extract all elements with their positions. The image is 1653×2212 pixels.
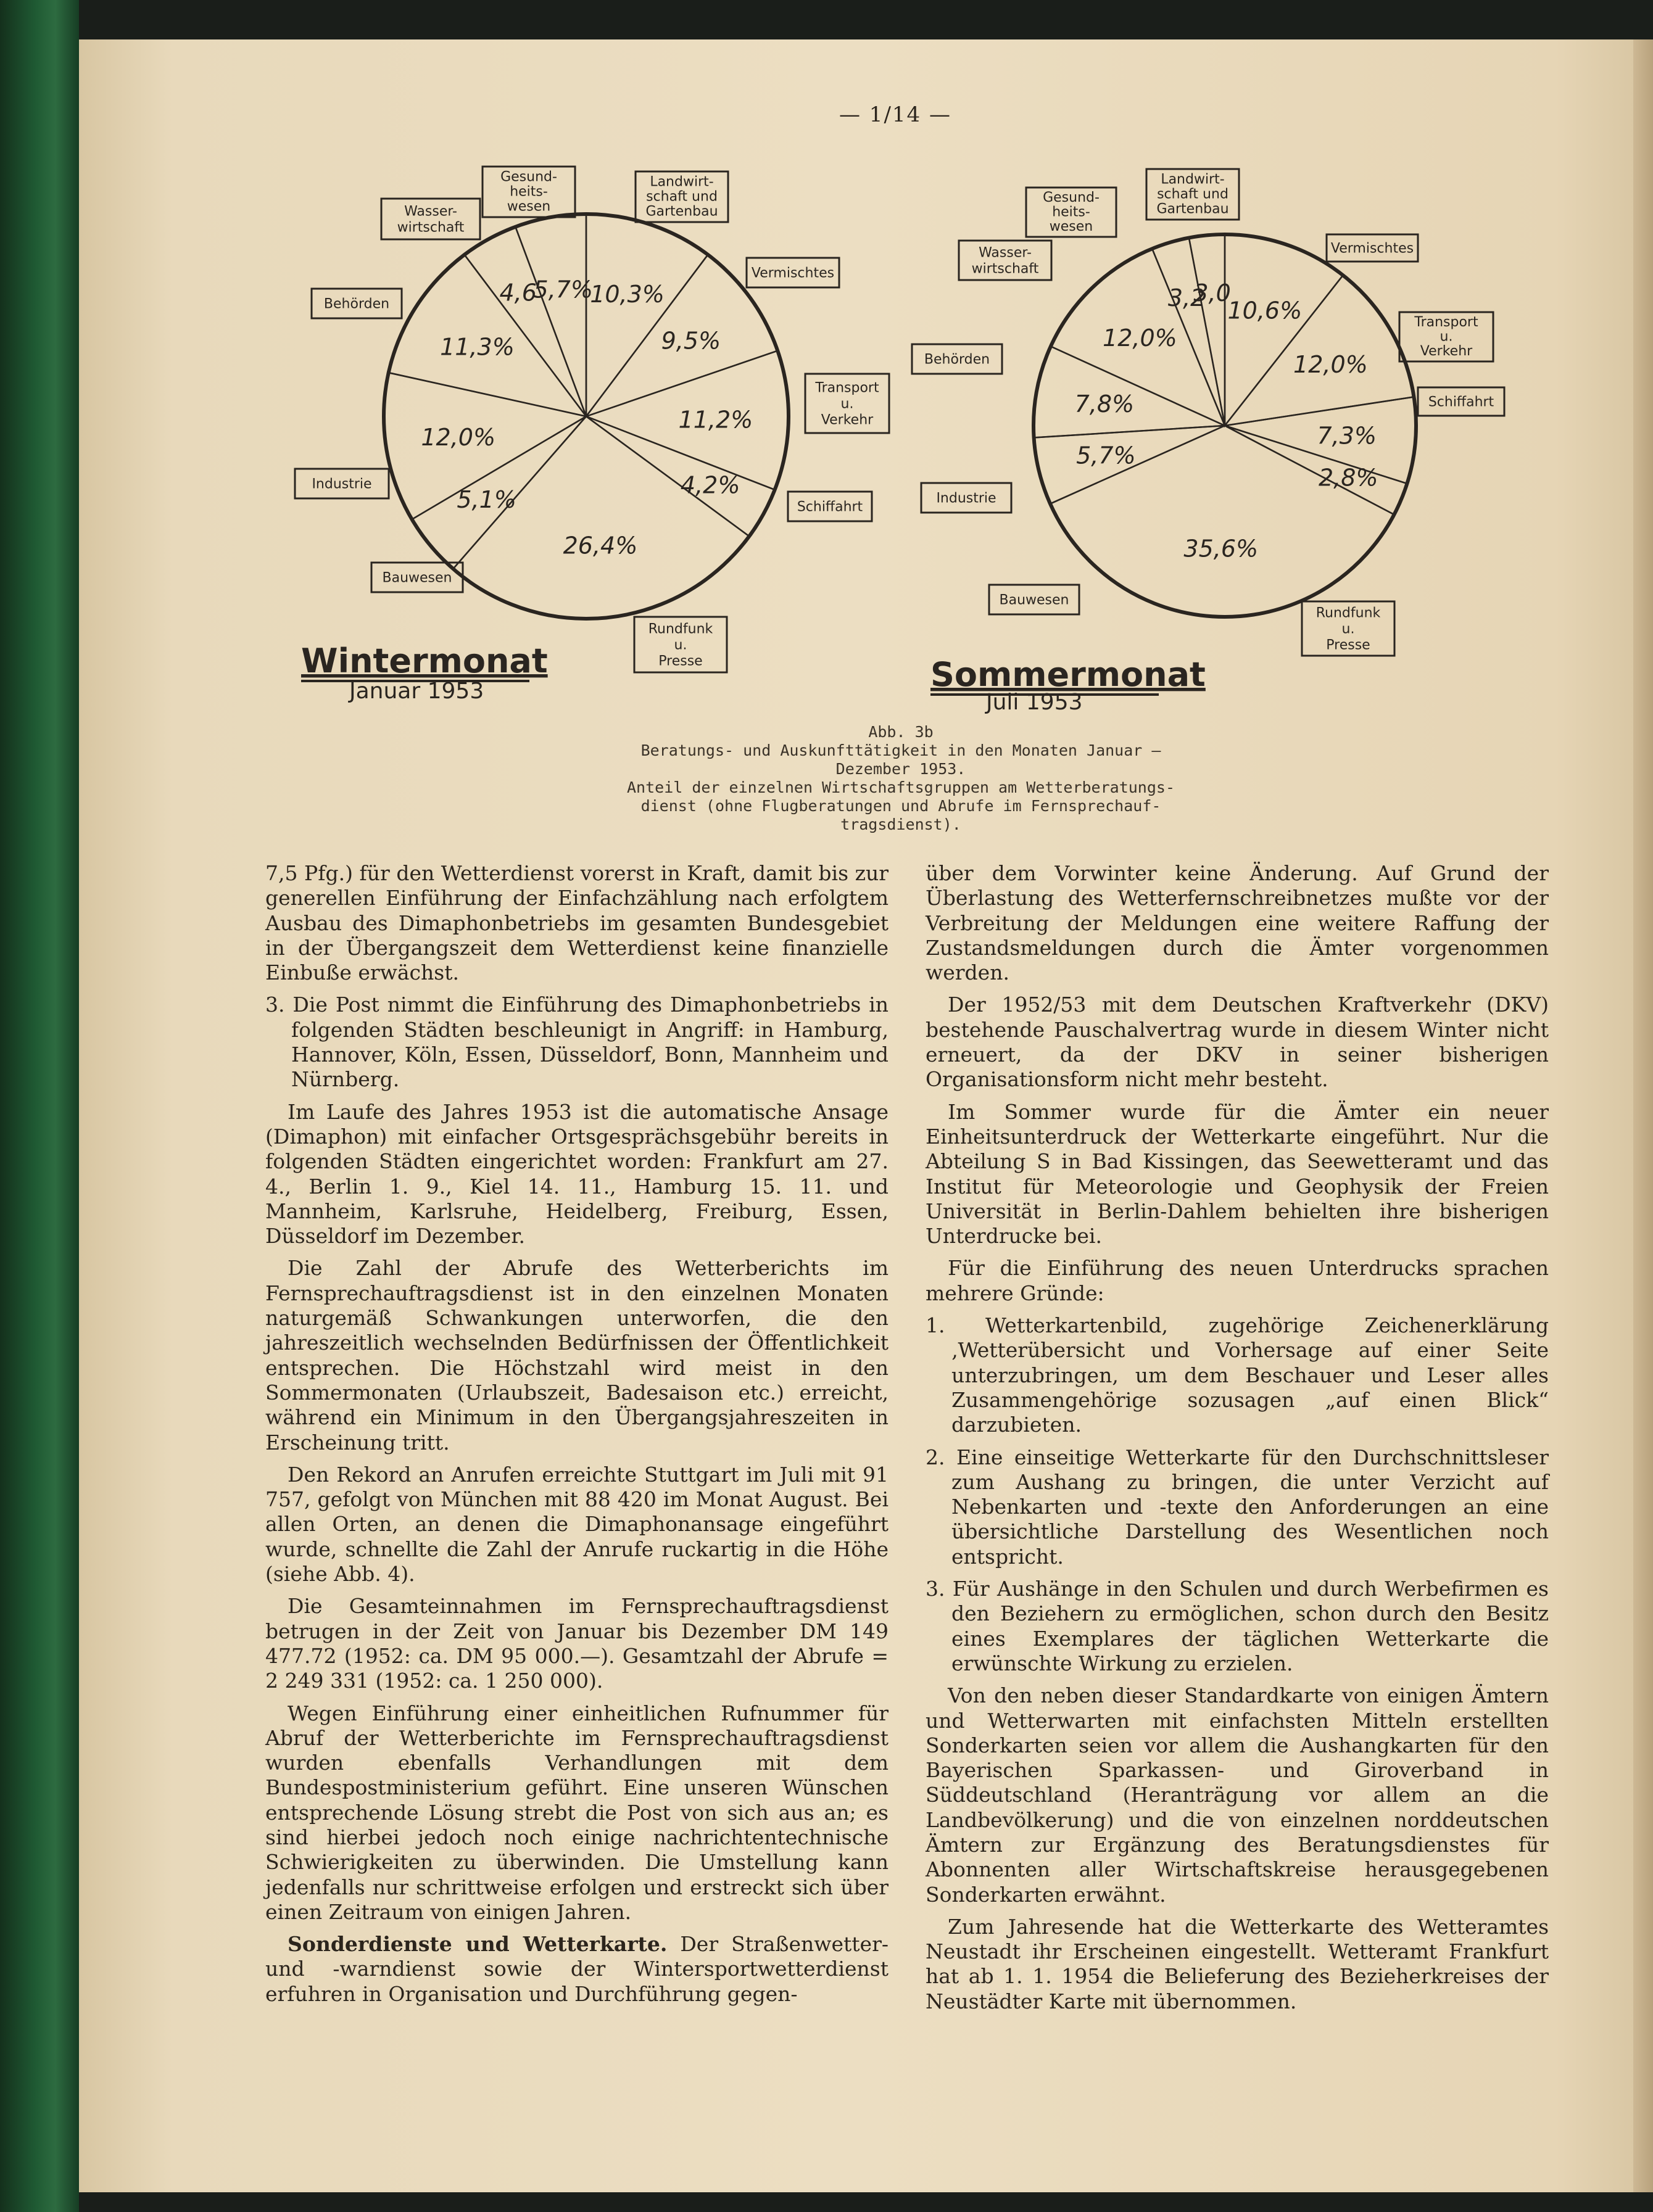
paragraph — [926, 1445, 1549, 1569]
slice-value-label: 10,6% — [1227, 297, 1303, 324]
category-label: u. — [840, 396, 854, 412]
category-label: Bauwesen — [999, 592, 1069, 608]
slice-value-label: 5,7% — [533, 276, 593, 303]
slice-value-label: 12,0% — [421, 424, 496, 452]
category-label: Industrie — [936, 490, 996, 506]
caption-line: dienst (ohne Flugberatungen und Abrufe im Fernsprechauf- — [640, 797, 1161, 815]
category-label: Presse — [658, 653, 703, 669]
paragraph — [926, 861, 1549, 985]
slice-value-label: 7,3% — [1317, 422, 1377, 450]
category-label: heits- — [510, 184, 548, 200]
slice-value-label: 7,8% — [1074, 390, 1135, 418]
paragraph-text: Für die Einführung des neuen Unterdrucks sprachen mehrere Gründe: — [926, 1256, 1549, 1305]
chart-title: Wintermonat — [301, 642, 548, 680]
page-number: — 1/14 — — [839, 102, 951, 127]
paragraph-text: Im Sommer wurde für die Ämter ein neuer Einheitsunterdruck der Wetterkarte eingeführt. Nur die Abteilung S in Bad Kissingen, das Seewetteramt und das Institut für Meteorologie und Geophysik der Freien Universität in Berlin-Dahlem behielten ihre bisherigen Unterdrucke bei. — [926, 1099, 1549, 1248]
category-label: Landwirt- — [650, 174, 714, 190]
paragraph — [926, 1256, 1549, 1306]
paragraph-text: Der Straßenwetter- und -warndienst sowie der Wintersportwetterdienst erfuhren in Organisation und Durchführung gegen- — [265, 1932, 889, 2006]
paragraph — [265, 993, 889, 1092]
slice-value-label: 5,7% — [1076, 442, 1136, 469]
paragraph-heading: Sonderdienste und Wetterkarte. — [288, 1932, 668, 1957]
paragraph — [265, 1100, 889, 1249]
paragraph — [926, 993, 1549, 1092]
category-label: Verkehr — [1420, 343, 1473, 359]
category-label: Verkehr — [821, 412, 874, 428]
category-label: Gartenbau — [645, 204, 718, 220]
category-label: heits- — [1052, 204, 1090, 220]
paragraph-text: 3. Die Post nimmt die Einführung des Dimaphonbetriebs in folgenden Städten beschleunigt in Angriff: in Hamburg, Hannover, Köln, Essen, Düsseldorf, Bonn, Mannheim und Nürnberg. — [265, 993, 889, 1092]
paragraph-text: Von den neben dieser Standardkarte von einigen Ämtern und Wetterwarten mit einfachsten Mitteln erstellten Sonderkarten seien vor allem die Aushangkarten für den Bayerischen Sparkassen- und Giroverband in Süddeutschland (Heranträgung vor allem an die Landbevölkerung) und die von einzelnen norddeutschen Ämtern zur Ergänzung des Beratungsdienstes für Abonnenten aller Wirtschaftskreise herausgegebenen Sonderkarten erwähnt. — [926, 1683, 1549, 1907]
paragraph — [265, 861, 889, 985]
category-label: Industrie — [312, 476, 372, 492]
chart-subtitle: Juli 1953 — [986, 690, 1083, 715]
paragraph — [926, 1915, 1549, 2014]
category-label: wesen — [1049, 218, 1093, 234]
caption-line: Abb. 3b — [868, 723, 934, 741]
category-label: schaft und — [646, 189, 718, 205]
caption-line: tragsdienst). — [840, 815, 961, 833]
text-column-right — [926, 861, 1549, 2021]
category-label: schaft und — [1157, 186, 1228, 202]
category-label: u. — [1440, 329, 1453, 345]
paragraph — [926, 1100, 1549, 1249]
category-label: Schiffahrt — [1428, 394, 1494, 410]
category-label: Wasser- — [979, 245, 1032, 261]
slice-value-label: 11,3% — [440, 333, 515, 361]
paragraph-text: 1. Wetterkartenbild, zugehörige Zeichenerklärung ‚Wetterübersicht und Vorhersage auf einer Seite unterzubringen, um dem Beschauer und Leser alles Zusammengehörige sozusagen „auf einen Blick“ darzubieten. — [926, 1313, 1549, 1437]
category-label: Behörden — [924, 352, 990, 368]
chart-title: Sommermonat — [930, 655, 1206, 694]
category-label: u. — [674, 637, 687, 653]
pie-slice — [515, 214, 586, 416]
paragraph — [265, 1594, 889, 1693]
slice-value-label: 3,2 — [1167, 284, 1206, 312]
category-label: u. — [1341, 621, 1355, 637]
paragraph-text: Die Zahl der Abrufe des Wetterberichts im Fernsprechauftragsdienst ist in den einzelnen Monaten naturgemäß Schwankungen unterworfen, die den jahreszeitlich wechselnden Bedürfnissen der Öffentlichkeit entsprechen. Die Höchstzahl wird meist in den Sommermonaten (Urlaubszeit, Badesaison etc.) erreicht, während ein Minimum in den Übergangsjahreszeiten in Erscheinung tritt. — [265, 1256, 889, 1455]
category-label: Landwirt- — [1161, 171, 1225, 188]
category-label: Transport — [1414, 315, 1478, 331]
paragraph — [265, 1932, 889, 2007]
category-label: Rundfunk — [1315, 605, 1381, 621]
slice-value-label: 12,0% — [1293, 351, 1368, 379]
category-label: Gartenbau — [1156, 201, 1229, 217]
category-label: wesen — [507, 199, 551, 215]
pie-chart-sommermonat — [912, 169, 1504, 715]
slice-value-label: 11,2% — [678, 406, 753, 434]
paragraph-text: 7,5 Pfg.) für den Wetterdienst vorerst in Kraft, damit bis zur generellen Einführung der Einfachzählung nach erfolgtem Ausbau des Dimaphonbetriebs im gesamten Bundesgebiet in der Übergangszeit dem Wetterdienst keine finanzielle Einbuße erwächst. — [265, 861, 889, 985]
category-label: wirtschaft — [397, 220, 465, 236]
paragraph — [926, 1577, 1549, 1676]
slice-value-label: 10,3% — [590, 280, 665, 308]
caption-line: Anteil der einzelnen Wirtschaftsgruppen am Wetterberatungs- — [626, 778, 1175, 796]
paragraph-text: Zum Jahresende hat die Wetterkarte des Wetteramtes Neustadt ihr Erscheinen eingestellt. Wetteramt Frankfurt hat ab 1. 1. 1954 die Belieferung des Bezieherkreises der Neustädter Karte mit übernommen. — [926, 1914, 1549, 2013]
slice-value-label: 26,4% — [563, 532, 638, 559]
category-label: wirtschaft — [971, 261, 1039, 277]
paragraph-text: Der 1952/53 mit dem Deutschen Kraftverkehr (DKV) bestehende Pauschalvertrag wurde in diesem Winter nicht erneuert, da der DKV in seiner bisherigen Organisationsform nicht mehr besteht. — [926, 993, 1549, 1092]
category-label: Vermischtes — [751, 265, 835, 281]
slice-value-label: 4,6 — [499, 279, 537, 307]
paragraph — [265, 1256, 889, 1455]
paragraph — [265, 1463, 889, 1587]
category-label: Wasser- — [404, 204, 457, 220]
slice-value-label: 4,2% — [680, 471, 740, 499]
paragraph-text: Im Laufe des Jahres 1953 ist die automatische Ansage (Dimaphon) mit einfacher Ortsgesprächsgebühr bereits in folgenden Städten eingerichtet worden: Frankfurt am 27. 4., Berlin 1. 9., Kiel 14. 11., Hamburg 15. 11. und Mannheim, Karlsruhe, Heidelberg, Freiburg, Essen, Düsseldorf im Dezember. — [265, 1099, 889, 1248]
caption-line: Beratungs- und Auskunfttätigkeit in den Monaten Januar — — [640, 741, 1161, 759]
paragraph — [926, 1313, 1549, 1437]
paragraph-text: 2. Eine einseitige Wetterkarte für den Durchschnittsleser zum Aushang zu bringen, die unter Verzicht auf Nebenkarten und -texte den Anforderungen an eine übersichtliche Darstellung des Wesentlichen noch entspricht. — [926, 1445, 1549, 1569]
paragraph-text: über dem Vorwinter keine Änderung. Auf Grund der Überlastung des Wetterfernschreibnetzes mußte vor der Verbreitung der Meldungen eine weitere Raffung der Zustandsmeldungen durch die Ämter vorgenommen werden. — [926, 861, 1549, 985]
caption-line: Dezember 1953. — [835, 760, 966, 778]
category-label: Behörden — [323, 296, 390, 312]
figure-caption — [574, 723, 1228, 834]
paragraph-text: Die Gesamteinnahmen im Fernsprechauftragsdienst betrugen in der Zeit von Januar bis Dezember DM 149 477.72 (1952: ca. DM 95 000.—). Gesamtzahl der Abrufe = 2 249 331 (1952: ca. 1 250 000). — [265, 1594, 889, 1693]
category-label: Gesund- — [1043, 190, 1100, 206]
paragraph-text: 3. Für Aushänge in den Schulen und durch Werbefirmen es den Beziehern zu ermöglichen, schon durch den Besitz eines Exemplares der täglichen Wetterkarte die erwünschte Wirkung zu erzielen. — [926, 1577, 1549, 1675]
chart-subtitle: Januar 1953 — [349, 679, 484, 704]
pie-chart-wintermonat — [295, 167, 889, 704]
pie-slice — [1225, 426, 1407, 514]
text-column-left — [265, 861, 889, 2014]
category-label: Vermischtes — [1330, 241, 1414, 257]
slice-value-label: 12,0% — [1103, 324, 1177, 352]
paragraph-text: Den Rekord an Anrufen erreichte Stuttgart im Juli mit 91 757, gefolgt von München mit 88 420 im Monat August. Bei allen Orten, an denen die Dimaphonansage eingeführt wurde, schnellte die Zahl der Anrufe ruckartig in die Höhe (siehe Abb. 4). — [265, 1462, 889, 1587]
category-label: Transport — [815, 380, 879, 396]
slice-value-label: 9,5% — [661, 327, 721, 355]
pie-slice — [1189, 234, 1225, 426]
category-label: Schiffahrt — [797, 499, 863, 515]
paragraph — [926, 1683, 1549, 1907]
slice-value-label: 2,8% — [1318, 464, 1378, 492]
category-label: Presse — [1326, 637, 1370, 653]
slice-value-label: 3,0 — [1193, 279, 1231, 307]
paragraph — [265, 1701, 889, 1925]
slice-value-label: 5,1% — [457, 486, 516, 514]
category-label: Bauwesen — [382, 570, 452, 586]
slice-value-label: 35,6% — [1183, 535, 1259, 563]
category-label: Gesund- — [500, 169, 557, 185]
paragraph-text: Wegen Einführung einer einheitlichen Rufnummer für Abruf der Wetterberichte im Fernsprechauftragsdienst wurden ebenfalls Verhandlungen mit dem Bundespostministerium geführt. Eine unseren Wünschen entsprechende Lösung strebt die Post von sich aus an; es sind hierbei jedoch noch einige nachrichtentechnische Schwierigkeiten zu überwinden. Die Umstellung kann jedenfalls nur schrittweise erfolgen und erstreckt sich über einen Zeitraum von einigen Jahren. — [265, 1701, 889, 1924]
category-label: Rundfunk — [648, 621, 713, 637]
